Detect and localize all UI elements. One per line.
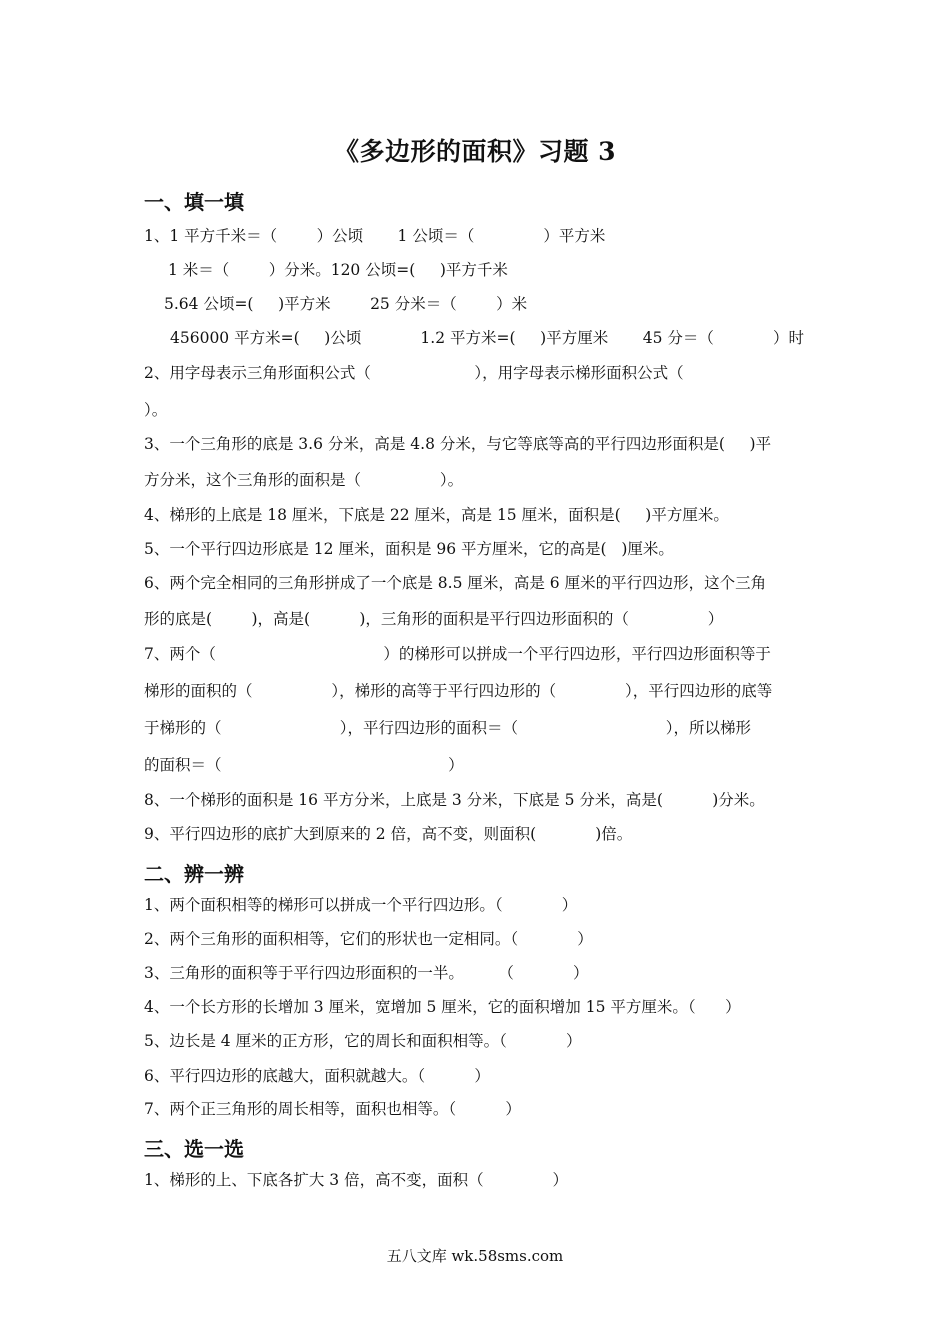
question-line: 6、两个完全相同的三角形拼成了一个底是 8.5 厘米，高是 6 厘米的平行四边形，这个三角 [144, 574, 767, 592]
question-line: 5.64 公顷=( )平方米 25 分米＝（ ）米 [164, 295, 528, 313]
question-line: 4、一个长方形的长增加 3 厘米，宽增加 5 厘米，它的面积增加 15 平方厘米。（ ） [144, 998, 741, 1016]
section-heading-choose: 三、选一选 [144, 1137, 244, 1161]
section-heading-judge: 二、辨一辨 [144, 862, 244, 886]
question-line: 1 米＝（ ）分米。120 公顷=( )平方千米 [168, 261, 508, 279]
question-line: 1、两个面积相等的梯形可以拼成一个平行四边形。（ ） [144, 896, 578, 914]
question-line: ）。 [144, 401, 168, 419]
section-heading-fill-in: 一、填一填 [144, 190, 244, 214]
question-line: 4、梯形的上底是 18 厘米，下底是 22 厘米，高是 15 厘米，面积是( )平方厘米。 [144, 506, 729, 524]
question-line: 7、两个正三角形的周长相等，面积也相等。（ ） [144, 1100, 521, 1118]
question-line: 3、三角形的面积等于平行四边形面积的一半。 （ ） [144, 964, 589, 982]
question-line: 形的底是( )，高是( )，三角形的面积是平行四边形面积的（ ） [144, 610, 724, 628]
question-line: 于梯形的（ ），平行四边形的面积＝（ ），所以梯形 [144, 719, 752, 737]
question-line: 2、两个三角形的面积相等，它们的形状也一定相同。（ ） [144, 930, 593, 948]
page-footer: 五八文库 wk.58sms.com [386, 1247, 564, 1265]
question-line: 梯形的面积的（ ），梯形的高等于平行四边形的（ ），平行四边形的底等 [144, 682, 773, 700]
question-line: 1、梯形的上、下底各扩大 3 倍，高不变，面积（ ） [144, 1171, 569, 1189]
question-line: 1、1 平方千米＝（ ）公顷 1 公顷＝（ ）平方米 [144, 227, 606, 245]
question-line: 9、平行四边形的底扩大到原来的 2 倍，高不变，则面积( )倍。 [144, 825, 633, 843]
question-line: 456000 平方米=( )公顷 1.2 平方米=( )平方厘米 45 分＝（ ）时 [170, 329, 804, 347]
question-line: 的面积＝（ ） [144, 756, 464, 774]
question-line: 方分米，这个三角形的面积是（ ）。 [144, 471, 464, 489]
question-line: 6、平行四边形的底越大，面积就越大。（ ） [144, 1067, 490, 1085]
page-title: 《多边形的面积》习题 3 [333, 137, 617, 166]
question-line: 3、一个三角形的底是 3.6 分米，高是 4.8 分米，与它等底等高的平行四边形面积是( )平 [144, 435, 772, 453]
question-line: 8、一个梯形的面积是 16 平方分米，上底是 3 分米，下底是 5 分米，高是( )分米。 [144, 791, 765, 809]
question-line: 2、用字母表示三角形面积公式（ ），用字母表示梯形面积公式（ [144, 364, 684, 382]
question-line: 7、两个（ ）的梯形可以拼成一个平行四边形，平行四边形面积等于 [144, 645, 771, 663]
question-line: 5、一个平行四边形底是 12 厘米，面积是 96 平方厘米，它的高是( )厘米。 [144, 540, 674, 558]
question-line: 5、边长是 4 厘米的正方形，它的周长和面积相等。（ ） [144, 1032, 582, 1050]
